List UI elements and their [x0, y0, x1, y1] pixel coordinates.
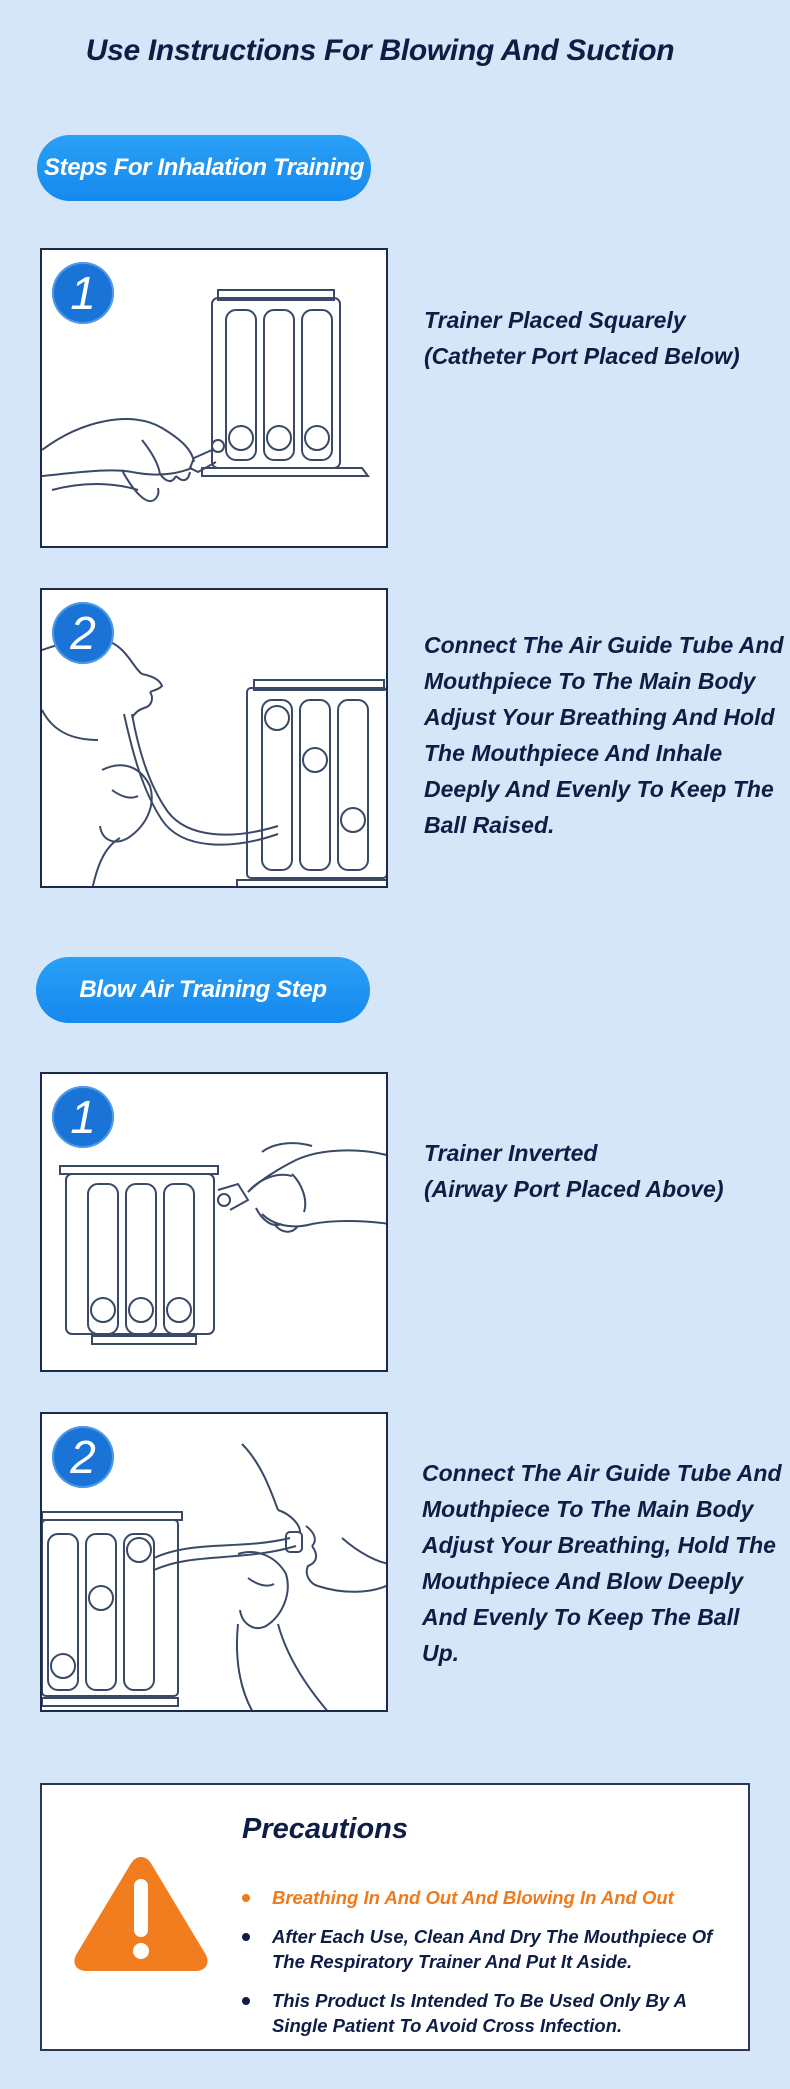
- step-line: Ball Raised.: [424, 812, 555, 838]
- step-line: Trainer Inverted: [424, 1140, 598, 1166]
- precautions-title: Precautions: [242, 1813, 408, 1845]
- step-line: The Mouthpiece And Inhale: [424, 740, 723, 766]
- step-line: Connect The Air Guide Tube And: [422, 1460, 782, 1486]
- precaution-text: After Each Use, Clean And Dry The Mouthpiece Of The Respiratory Trainer And Put It Aside.: [272, 1926, 713, 1972]
- step-line: And Evenly To Keep The Ball Up.: [422, 1604, 740, 1666]
- step-line: Adjust Your Breathing And Hold: [424, 704, 775, 730]
- step-illustration-blow-2: [40, 1412, 388, 1712]
- warning-triangle-icon: [70, 1851, 212, 1975]
- step-illustration-inhale-1: [40, 248, 388, 548]
- step-line: (Catheter Port Placed Below): [424, 343, 740, 369]
- step-text-inhale-2: [424, 627, 784, 843]
- step-line: Mouthpiece To The Main Body: [424, 668, 756, 694]
- page-title: Use Instructions For Blowing And Suction: [85, 34, 675, 67]
- precaution-text: This Product Is Intended To Be Used Only By A Single Patient To Avoid Cross Infection.: [272, 1990, 687, 2036]
- step-line: Mouthpiece And Blow Deeply: [422, 1568, 744, 1594]
- step-line: Trainer Placed Squarely: [424, 307, 686, 333]
- bullet-icon: [242, 1933, 250, 1941]
- step-line: (Airway Port Placed Above): [424, 1176, 724, 1202]
- step-text-inhale-1: [424, 302, 784, 374]
- step-number-badge: 2: [52, 1426, 114, 1488]
- section-label-inhalation: Steps For Inhalation Training: [37, 135, 371, 201]
- bullet-icon: [242, 1997, 250, 2005]
- precautions-list: [242, 1885, 732, 2052]
- step-number-badge: 2: [52, 602, 114, 664]
- step-line: Deeply And Evenly To Keep The: [424, 776, 774, 802]
- step-number-badge: 1: [52, 262, 114, 324]
- step-line: Connect The Air Guide Tube And: [424, 632, 784, 658]
- step-line: Mouthpiece To The Main Body: [422, 1496, 754, 1522]
- step-text-blow-1: [424, 1135, 784, 1207]
- precaution-item: [242, 1924, 732, 1974]
- step-illustration-blow-1: [40, 1072, 388, 1372]
- precaution-item: [242, 1885, 732, 1910]
- section-label-blow: Blow Air Training Step: [36, 957, 370, 1023]
- step-number-badge: 1: [52, 1086, 114, 1148]
- precaution-item: [242, 1988, 732, 2038]
- step-text-blow-2: [422, 1455, 782, 1671]
- bullet-icon: [242, 1894, 250, 1902]
- precautions-box: [40, 1783, 750, 2051]
- step-line: Adjust Your Breathing, Hold The: [422, 1532, 776, 1558]
- precaution-text: Breathing In And Out And Blowing In And Out: [272, 1887, 674, 1908]
- step-illustration-inhale-2: [40, 588, 388, 888]
